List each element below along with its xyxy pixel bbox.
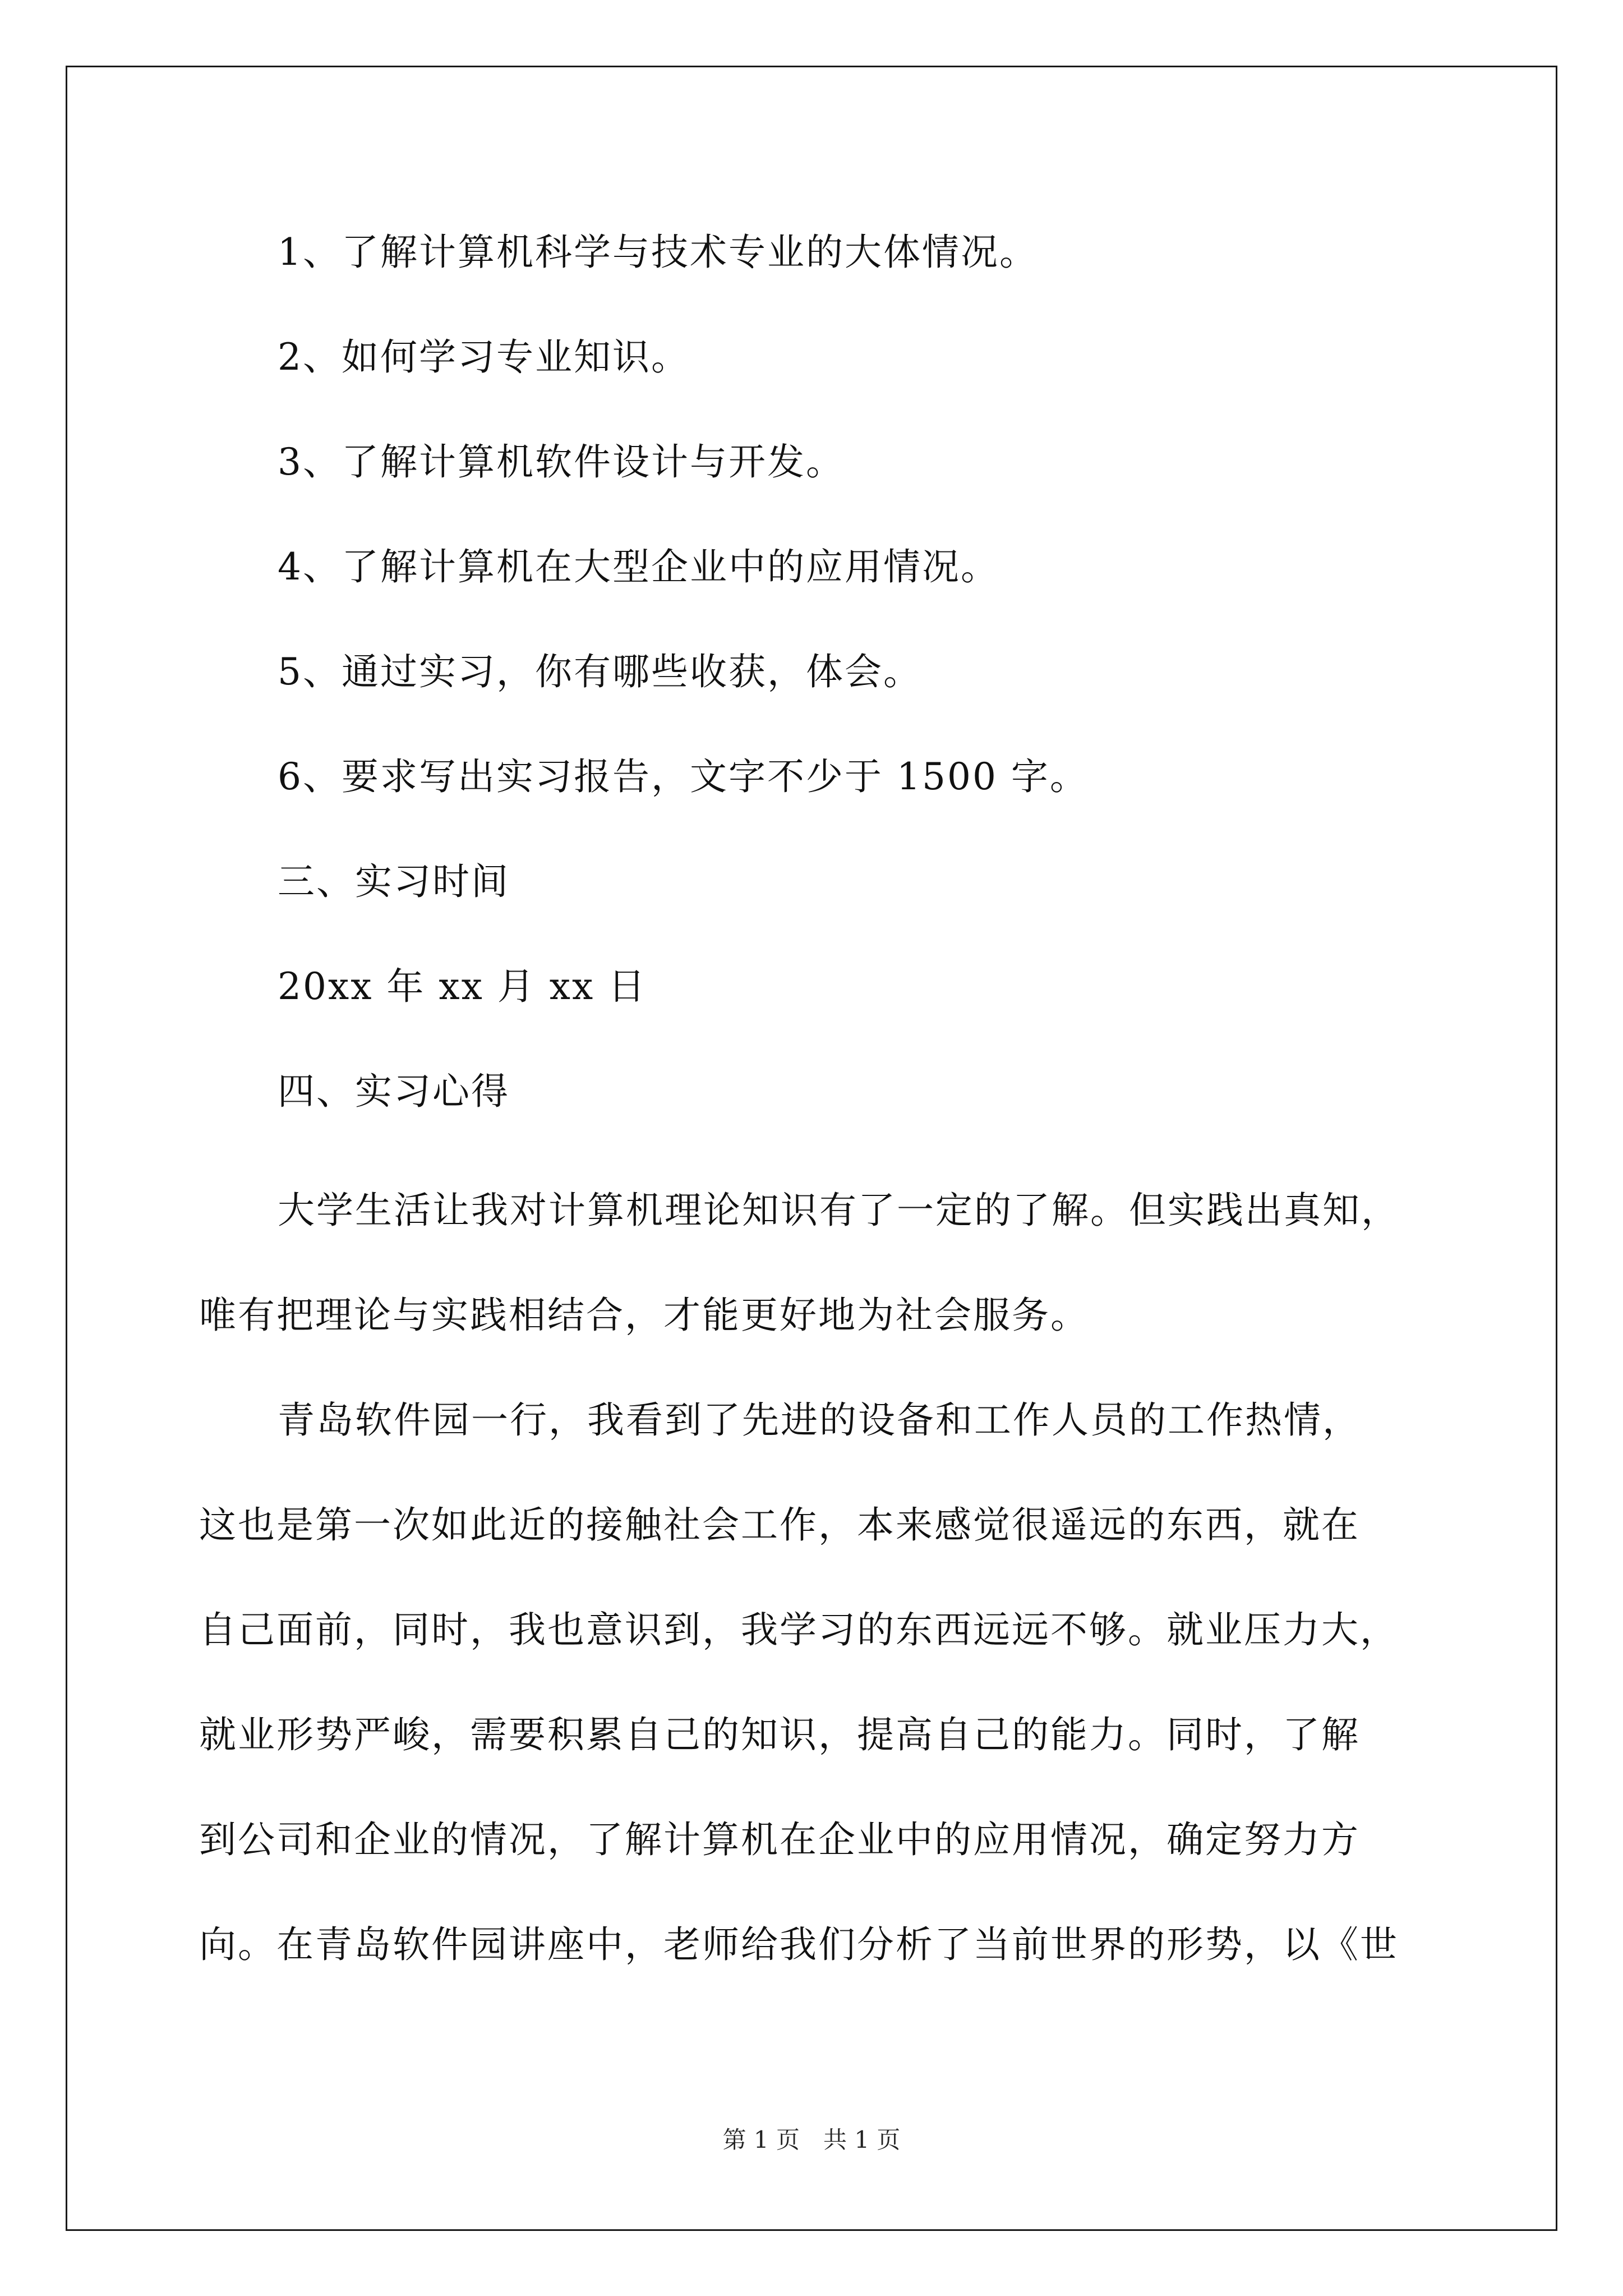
list-item-3: 3、了解计算机软件设计与开发。 (278, 440, 845, 484)
paragraph-two-line-2: 这也是第一次如此近的接触社会工作，本来感觉很遥远的东西，就在 (199, 1503, 1360, 1547)
paragraph-two-line-3: 自己面前，同时，我也意识到，我学习的东西远远不够。就业压力大， (199, 1608, 1399, 1651)
section-three-heading: 三、实习时间 (278, 860, 510, 903)
date-line: 20xx 年 xx 月 xx 日 (278, 965, 647, 1008)
list-item-2: 2、如何学习专业知识。 (278, 335, 690, 379)
paragraph-two-line-4: 就业形势严峻，需要积累自己的知识，提高自己的能力。同时，了解 (199, 1713, 1360, 1756)
paragraph-two-line-6: 向。在青岛软件园讲座中，老师给我们分析了当前世界的形势，以《世 (199, 1923, 1399, 1966)
paragraph-two-line-5: 到公司和企业的情况，了解计算机在企业中的应用情况，确定努力方 (199, 1818, 1360, 1861)
list-item-4: 4、了解计算机在大型企业中的应用情况。 (278, 545, 999, 588)
page-footer: 第 1 页 共 1 页 (722, 2126, 901, 2154)
page-border (66, 66, 1557, 2231)
paragraph-one-line-2: 唯有把理论与实践相结合，才能更好地为社会服务。 (199, 1294, 1089, 1337)
paragraph-one-line-1: 大学生活让我对计算机理论知识有了一定的了解。但实践出真知， (278, 1189, 1400, 1232)
section-four-heading: 四、实习心得 (278, 1070, 510, 1113)
list-item-5: 5、通过实习，你有哪些收获，体会。 (278, 650, 922, 693)
list-item-6: 6、要求写出实习报告，文字不少于 1500 字。 (278, 755, 1089, 798)
list-item-1: 1、了解计算机科学与技术专业的大体情况。 (278, 231, 1038, 274)
paragraph-two-line-1: 青岛软件园一行，我看到了先进的设备和工作人员的工作热情， (278, 1398, 1361, 1442)
